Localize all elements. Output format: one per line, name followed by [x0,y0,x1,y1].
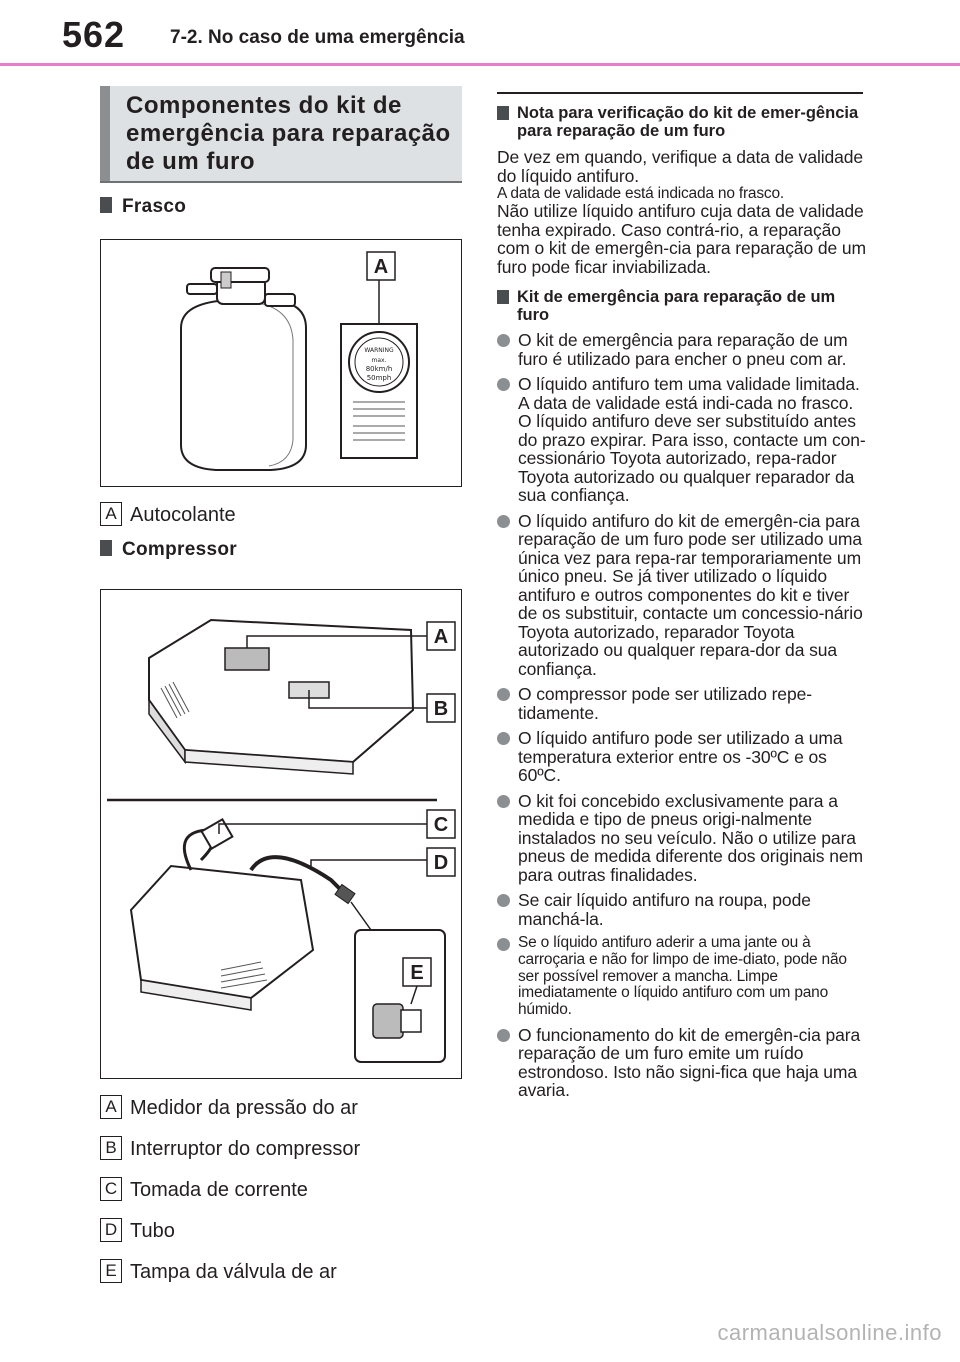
mph-label: 50mph [366,374,392,382]
bullet-dot-icon [497,515,510,528]
callout-text: Tubo [130,1220,175,1242]
square-bullet-icon [497,290,509,304]
components-heading: Componentes do kit de emergência para reparação de um furo [126,92,451,175]
page-number: 562 [62,14,126,55]
section-title: 7-2. No caso de uma emergência [170,27,465,48]
nota-paragraph: Não utilize líquido antifuro cuja data de validade tenha expirado. Caso contrá-rio, a reparação com o kit de emergên-cia para reparação de um furo pode ficar inviabilizada. [497,201,867,277]
figure-label-d: D [433,852,449,874]
header-divider [0,63,960,66]
list-item: O líquido antifuro do kit de emergên-cia para reparação de um furo pode ser utilizado uma única vez para repa-rar temporariamente um único pneu. Se já tiver utilizado o líquido antifuro e outros componentes do kit e tiver de os substituir, contacte um concessio-nário Toyota autorizado, reparador Toyota autorizado ou qualquer repara-dor da sua confiança. [497,512,867,679]
kmh-label: 80km/h [365,365,393,373]
figure-label-b: B [433,698,449,720]
nota-heading: Nota para verificação do kit de emer-gência para reparação de um furo [497,104,867,140]
compressor-illustration [101,590,461,1078]
square-bullet-icon [497,106,509,120]
figure-label-c: C [433,814,449,836]
callout-letter: C [100,1177,122,1201]
compressor-callout-e [100,1259,337,1285]
bullet-dot-icon [497,894,510,907]
list-item: O líquido antifuro tem uma validade limitada. A data de validade está indi-cada no frasco. O líquido antifuro deve ser substituído antes do prazo expirar. Para isso, contacte um con-cessionário Toyota autorizado, repa-rador Toyota autorizado ou qualquer reparador da sua confiança. [497,375,867,505]
page-header [0,0,960,66]
callout-text: Tampa da válvula de ar [130,1261,337,1283]
callout-letter: A [100,1095,122,1119]
right-column-rule [497,92,863,94]
compressor-heading: Compressor [100,539,237,561]
bullet-dot-icon [497,334,510,347]
watermark: carmanualsonline.info [717,1320,942,1345]
figure-label-a: A [433,626,449,648]
list-item: Se cair líquido antifuro na roupa, pode manchá-la. [497,891,867,928]
callout-letter: A [100,502,122,526]
compressor-callout-c [100,1177,308,1203]
list-item: O líquido antifuro pode ser utilizado a uma temperatura exterior entre os -30ºC e os 60ºC. [497,729,867,785]
square-bullet-icon [100,540,112,556]
nota-paragraph-small: A data de validade está indicada no frasco. [497,185,784,202]
kit-heading: Kit de emergência para reparação de um furo [497,288,867,324]
callout-text: Autocolante [130,504,236,526]
callout-text: Tomada de corrente [130,1179,308,1201]
right-column [497,104,867,1100]
figure-label-e: E [410,962,424,984]
bullet-dot-icon [497,795,510,808]
callout-text: Interruptor do compressor [130,1138,361,1160]
nota-paragraph: De vez em quando, verifique a data de validade do líquido antifuro. [497,147,864,186]
bullet-dot-icon [497,938,510,951]
bullet-dot-icon [497,378,510,391]
compressor-callout-d [100,1218,175,1244]
bullet-dot-icon [497,688,510,701]
components-heading-box [100,86,462,182]
bullet-dot-icon [497,1029,510,1042]
compressor-callout-a [100,1095,358,1121]
bottle-illustration [101,240,461,486]
callout-letter: D [100,1218,122,1242]
bullet-dot-icon [497,732,510,745]
frasco-heading: Frasco [100,196,186,218]
list-item: Se o líquido antifuro aderir a uma jante ou à carroçaria e não for limpo de ime-diato, pode não ser possível remover a mancha. Limpe imediatamente o líquido antifuro com um pano húmido. [497,935,867,1019]
square-bullet-icon [100,197,112,213]
callout-text: Medidor da pressão do ar [130,1097,358,1119]
list-item: O kit de emergência para reparação de um furo é utilizado para encher o pneu com ar. [497,331,867,368]
callout-letter: E [100,1259,122,1283]
figure-label-a: A [373,256,389,278]
max-label: max. [371,357,387,364]
list-item: O kit foi concebido exclusivamente para a medida e tipo de pneus origi-nalmente instalados no seu veículo. Não o utilize para pneus de medida diferente dos originais nem para outras finalidades. [497,792,867,885]
compressor-callout-b [100,1136,360,1162]
list-item: O funcionamento do kit de emergên-cia para reparação de um furo emite um ruído estrondoso. Isto não signi-fica que haja uma avaria. [497,1026,867,1100]
callout-letter: B [100,1136,122,1160]
list-item: O compressor pode ser utilizado repe-tidamente. [497,685,867,722]
components-heading-rule [100,181,462,183]
frasco-figure [100,239,462,487]
warning-text: WARNING [364,347,394,354]
compressor-figure [100,589,462,1079]
frasco-callout-a [100,502,236,528]
